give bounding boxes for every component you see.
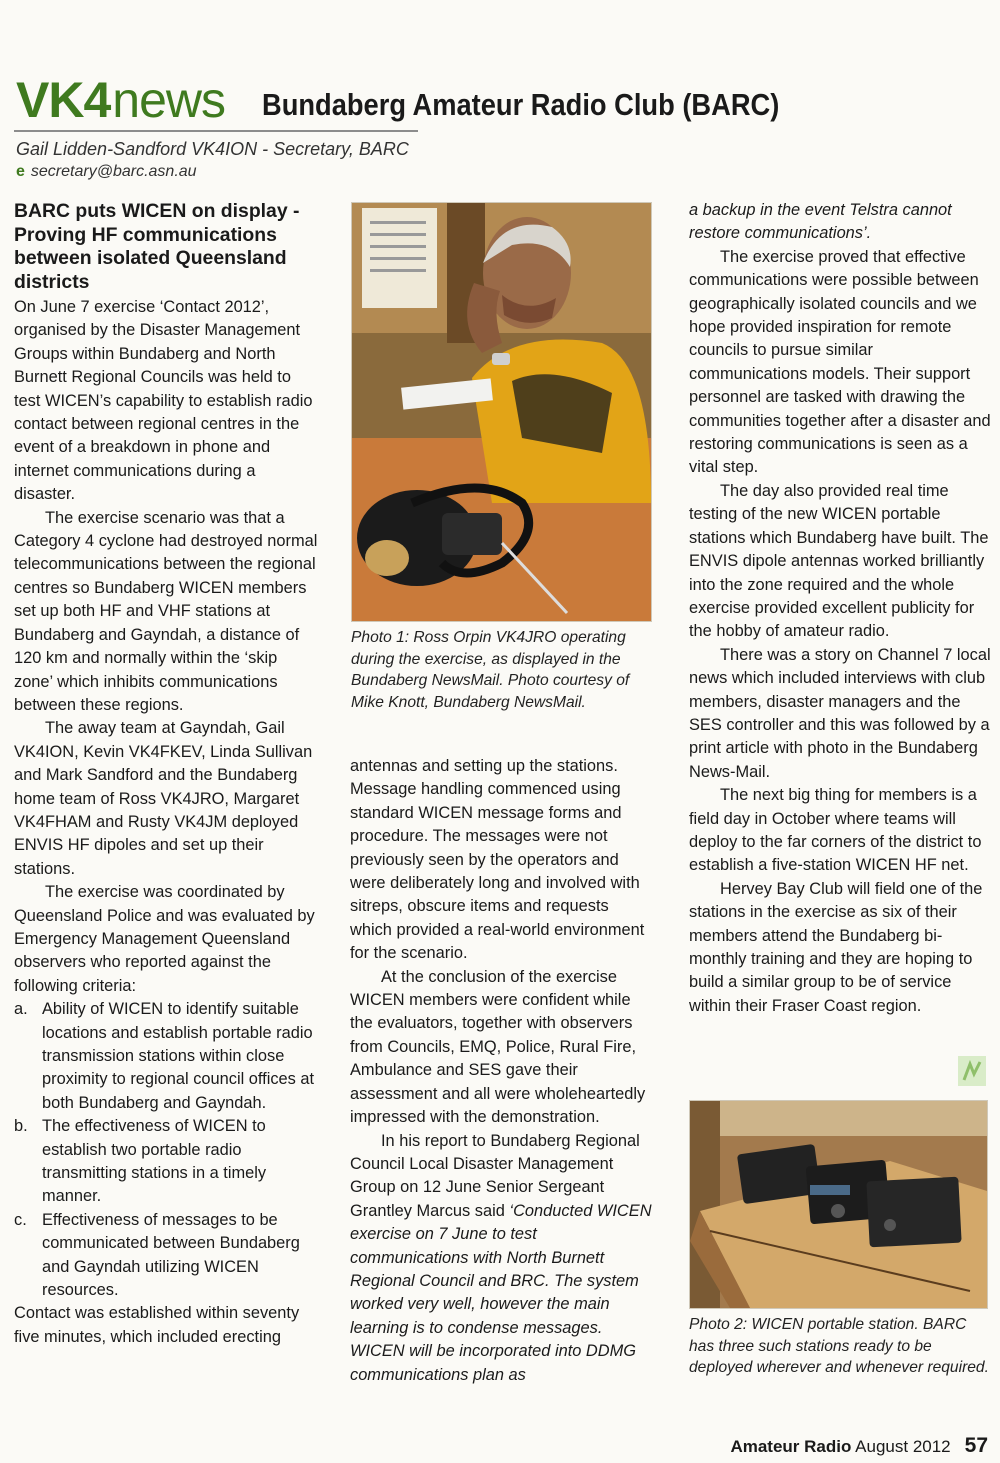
paragraph: The exercise was coordinated by Queensland Police and was evaluated by Emergency Management Queensland observers who reported against the following criteria: — [14, 883, 315, 995]
page-number: 57 — [964, 1434, 988, 1457]
end-mark-icon — [958, 1056, 986, 1086]
paragraph: The exercise proved that effective communications were possible between geographically isolated councils and we hope provided inspiration for remote councils to pursue similar communications models. Their support personnel are tasked with drawing the communities together after a disaster and restoring communications is seen as a vital step. — [689, 247, 991, 477]
title-divider — [14, 130, 418, 132]
page-footer — [730, 1434, 988, 1459]
paragraph: The away team at Gayndah, Gail VK4ION, Kevin VK4FKEV, Linda Sullivan and Mark Sandford and the Bundaberg home team of Ross VK4JRO, Margaret VK4FHAM and Rusty VK4JM deployed ENVIS HF dipoles and set up their stations. — [14, 719, 313, 878]
quote-intro: In his report to Bundaberg Regional Council Local Disaster Management Group on 12 June Senior Sergeant Grantley Marcus said — [350, 1131, 640, 1220]
photo-portable-station — [689, 1100, 988, 1309]
author-byline: Gail Lidden-Sandford VK4ION - Secretary, BARC — [16, 139, 409, 159]
quote-continuation: a backup in the event Telstra cannot restore communications’. — [689, 201, 952, 243]
magazine-name: Amateur Radio — [730, 1437, 852, 1456]
paragraph: Hervey Bay Club will field one of the stations in the exercise as six of their members attend the Bundaberg bi-monthly training and they are hoping to build a similar group to be of service within their Fraser Coast region. — [689, 879, 983, 1015]
list-item — [14, 1209, 318, 1303]
list-marker: b. — [14, 1117, 28, 1136]
author-email[interactable]: secretary@barc.asn.au — [30, 163, 197, 180]
section-logo — [16, 72, 225, 128]
paragraph — [350, 1130, 654, 1387]
photo-operator — [351, 202, 652, 622]
list-item-text: Effectiveness of messages to be communicated between Bundaberg and Gayndah utilizing WICEN resources. — [42, 1210, 300, 1300]
page-title: Bundaberg Amateur Radio Club (BARC) — [262, 87, 780, 122]
paragraph: There was a story on Channel 7 local news which included interviews with club members, disaster managers and the SES controller and this was followed by a print article with photo in the Bundaberg News-Mail. — [689, 645, 991, 781]
paragraph: At the conclusion of the exercise WICEN members were confident while the evaluators, together with observers from Councils, EMQ, Police, Rural Fire, Ambulance and SES gave their assessment and all were wholeheartedly impressed with the demonstration. — [350, 967, 646, 1127]
photo-operator-caption: Photo 1: Ross Orpin VK4JRO operating during the exercise, as displayed in the Bundaberg NewsMail. Photo courtesy of Mike Knott, Bundaberg NewsMail. — [351, 629, 630, 711]
email-icon: e — [16, 163, 25, 180]
logo-vk4-text: VK4 — [16, 72, 111, 128]
paragraph: On June 7 exercise ‘Contact 2012’, organised by the Disaster Management Groups within Bundaberg and North Burnett Regional Councils was held to test WICEN’s capability to establish radio contact between regional centres in the event of a breakdown in phone and internet communications during a disaster. — [14, 298, 313, 504]
photo-portable-station-caption: Photo 2: WICEN portable station. BARC has three such stations ready to be deployed wherever and whenever required. — [689, 1316, 989, 1377]
logo-news-text: news — [112, 72, 225, 128]
list-item-text: The effectiveness of WICEN to establish two portable radio transmitting stations in a timely manner. — [42, 1117, 267, 1206]
issue-date: August 2012 — [855, 1437, 951, 1456]
list-item — [14, 1115, 318, 1209]
quote-text: ‘Conducted WICEN exercise on 7 June to test communications with North Burnett Regional Council and BRC. The system worked very well, however the main learning is to condense messages. WICEN will be incorporated into DDMG communications plan as — [350, 1201, 652, 1384]
list-item — [14, 998, 318, 1115]
list-marker: a. — [14, 1000, 28, 1019]
article-column-2 — [350, 755, 654, 1387]
paragraph: The day also provided real time testing of the new WICEN portable stations which Bundaberg have built. The ENVIS dipole antennas worked brilliantly into the zone required and the whole exercise provided excellent publicity for the hobby of amateur radio. — [689, 481, 989, 641]
criteria-list — [14, 998, 318, 1302]
list-item-text: Ability of WICEN to identify suitable locations and establish portable radio transmission stations within close proximity to regional council offices at both Bundaberg and Gayndah. — [42, 1000, 315, 1112]
author-email-line — [16, 161, 197, 183]
article-headline: BARC puts WICEN on display - Proving HF communications between isolated Queensland districts — [14, 200, 300, 293]
article-column-1 — [14, 200, 318, 1349]
photo-portable-station-image — [690, 1101, 987, 1308]
paragraph: The exercise scenario was that a Category 4 cyclone had destroyed normal telecommunications between the regional centres so Bundaberg WICEN members set up both HF and VHF stations at Bundaberg and Gayndah, a distance of 120 km and normally within the ‘skip zone’ which inhibits communications between these regions. — [14, 508, 318, 714]
article-column-3 — [689, 199, 993, 1018]
paragraph: The next big thing for members is a field day in October where teams will deploy to the far corners of the district to establish a five-station WICEN HF net. — [689, 786, 982, 875]
paragraph: Contact was established within seventy five minutes, which included erecting — [14, 1304, 300, 1346]
photo-operator-image — [352, 203, 651, 621]
paragraph: antennas and setting up the stations. Message handling commenced using standard WICEN message forms and procedure. The messages were not previously seen by the operators and were deliberately long and involved with sitreps, obscure items and requests which provided a real-world environment for the scenario. — [350, 757, 645, 963]
list-marker: c. — [14, 1210, 27, 1229]
